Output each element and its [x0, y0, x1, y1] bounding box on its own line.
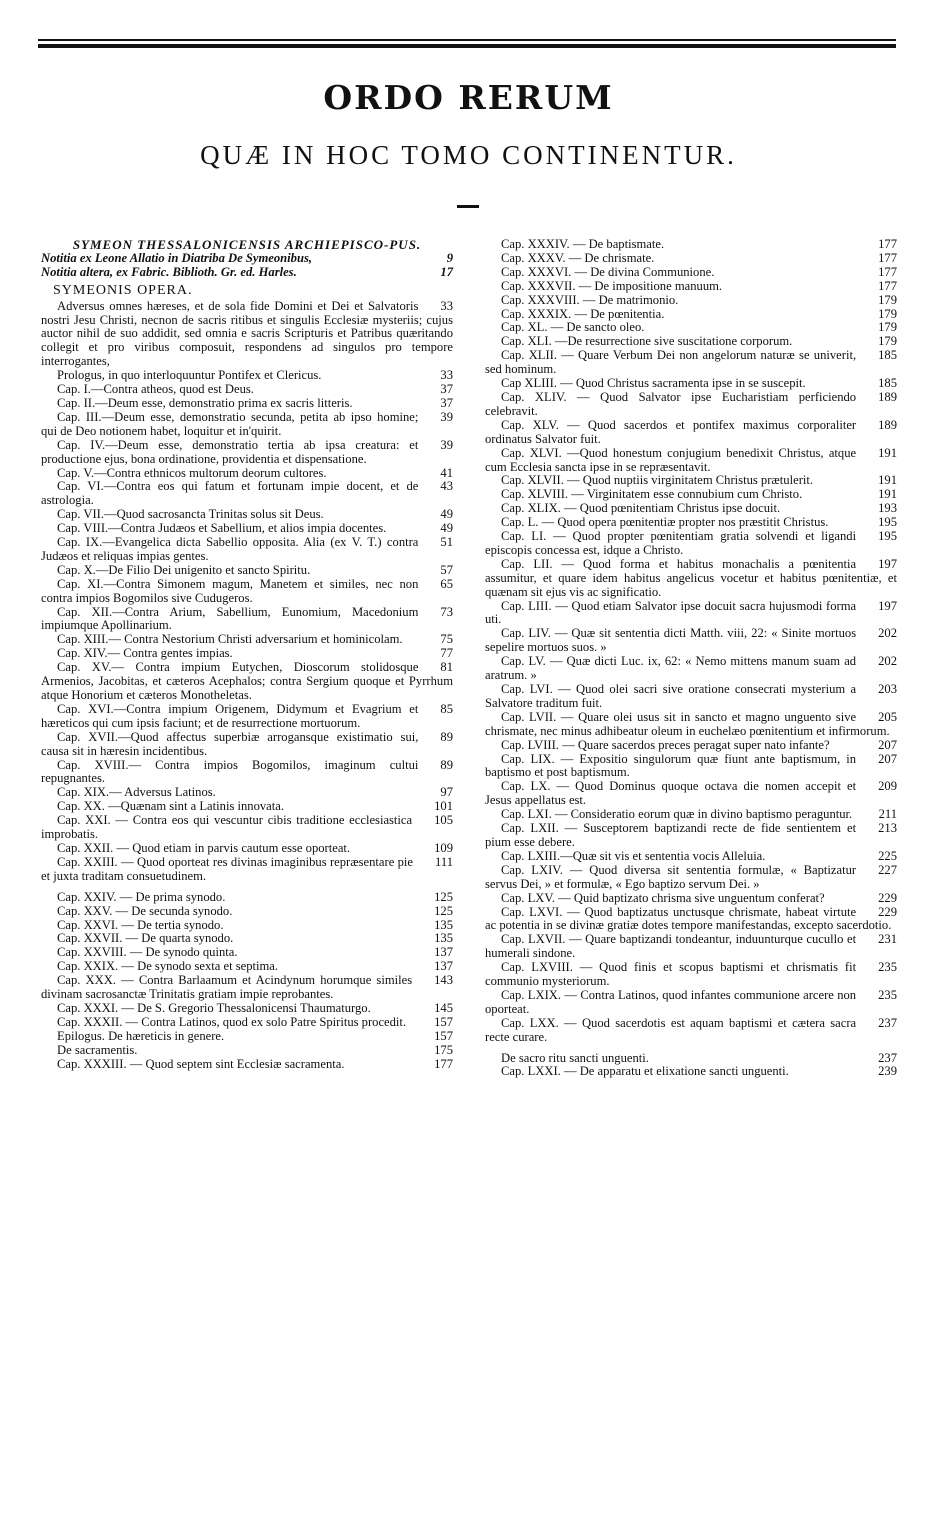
page-number: 213 — [878, 821, 897, 836]
toc-entry — [41, 814, 453, 842]
entry-text: Cap. LIII. — Quod etiam Salvator ipse docuit sacra hujusmodi forma uti. — [485, 598, 857, 627]
toc-entry — [485, 739, 897, 753]
entry-text: Cap. XIII.— Contra Nestorium Christi adversarium et hominicolam. — [57, 632, 403, 647]
toc-entry — [485, 280, 897, 294]
page-number: 77 — [440, 646, 453, 661]
page-number: 143 — [434, 973, 453, 988]
page-number: 227 — [878, 862, 897, 877]
entry-text: Cap. II.—Deum esse, demonstratio prima ex sacris litteris. — [57, 395, 353, 410]
page-number: 89 — [440, 729, 453, 744]
entry-text: Cap. LXXI. — De apparatu et elixatione sancti unguenti. — [501, 1064, 789, 1079]
page-number: 239 — [878, 1064, 897, 1079]
toc-entry — [485, 530, 897, 558]
page-number: 205 — [878, 709, 897, 724]
toc-entry — [41, 1058, 453, 1072]
toc-entry — [485, 808, 897, 822]
toc-entry — [485, 753, 897, 781]
entry-text: Cap. XVI.—Contra impium Origenem, Didymum et Evagrium et hæreticos qui cum ipsis faciunt; et de resurrectione mortuorum. — [41, 701, 419, 730]
page-number: 237 — [878, 1050, 897, 1065]
entry-text: Cap. IX.—Evangelica dicta Sabellio opposita. Alia (ex V. T.) contra Judæos et reliquas impias gentes. — [41, 535, 419, 563]
toc-entry — [485, 780, 897, 808]
toc-entry — [41, 467, 453, 481]
entry-text: Cap. XXVII. — De quarta synodo. — [57, 931, 234, 946]
entry-text: Cap. XLI. —De resurrectione sive suscitatione corporum. — [501, 334, 793, 349]
entry-text: Cap. X.—De Filio Dei unigenito et sancto Spiritu. — [57, 562, 311, 577]
entry-text: SYMEON THESSALONICENSIS ARCHIEPISCO-PUS. — [72, 237, 422, 252]
toc-entry — [485, 989, 897, 1017]
entry-text: Cap. III.—Deum esse, demonstratio secunda, petita ab ipso homine; qui de Deo notionem habet, loquitur et in'quirit. — [41, 409, 419, 438]
page-number: 33 — [440, 298, 453, 313]
entry-text: Cap. XLV. — Quod sacerdos et pontifex maximus corporaliter ordinatus Salvator fuit. — [485, 417, 857, 446]
page-number: 125 — [434, 889, 453, 904]
toc-entry — [485, 308, 897, 322]
entry-text: Cap. XXIX. — De synodo sexta et septima. — [57, 959, 279, 974]
page-number: 235 — [878, 987, 897, 1002]
toc-entry — [41, 252, 453, 266]
page-number: 185 — [878, 376, 897, 391]
entry-text: Cap. LXIV. — Quod diversa sit sententia formulæ, « Baptizatur servus Dei, » et formulæ, « Ego baptizo servum Dei. » — [485, 862, 857, 891]
entry-text: Cap. XLIV. — Quod Salvator ipse Eucharistiam perficiendo celebravit. — [485, 389, 857, 418]
toc-entry — [485, 1052, 897, 1066]
toc-entry — [485, 377, 897, 391]
toc-entry — [41, 1016, 453, 1030]
entry-text: Cap. XXXIX. — De pœnitentia. — [501, 306, 665, 321]
page-number: 135 — [434, 917, 453, 932]
toc-entry — [485, 655, 897, 683]
page-number: 39 — [440, 437, 453, 452]
toc-entry — [485, 906, 897, 934]
toc-entry — [485, 321, 897, 335]
toc-entry — [41, 578, 453, 606]
page-number: 85 — [440, 701, 453, 716]
page-number: 195 — [878, 515, 897, 530]
section-title — [53, 284, 453, 298]
page-number: 193 — [878, 501, 897, 516]
page-title: ORDO RERUM — [323, 78, 614, 117]
page-number: 49 — [440, 507, 453, 522]
page-number: 97 — [440, 785, 453, 800]
toc-entry — [41, 932, 453, 946]
entry-text: Prologus, in quo interloquuntur Pontifex et Clericus. — [57, 368, 322, 383]
page-number: 229 — [878, 904, 897, 919]
toc-entry — [485, 627, 897, 655]
page-number: 231 — [878, 932, 897, 947]
page-number: 81 — [440, 660, 453, 675]
entry-text: Cap. VIII.—Contra Judæos et Sabellium, et alios impia docentes. — [57, 521, 387, 536]
right-column — [485, 238, 897, 1079]
entry-text: Cap. XII.—Contra Arium, Sabellium, Eunomium, Macedonium impiumque Apollinarium. — [41, 604, 419, 633]
entry-text: Cap. XLVIII. — Virginitatem esse connubium cum Christo. — [501, 487, 803, 502]
left-column — [41, 238, 453, 1071]
page-number: 43 — [440, 479, 453, 494]
toc-entry — [485, 516, 897, 530]
entry-text: Cap. LXVIII. — Quod finis et scopus baptismi et chrismatis fit communio mysteriorum. — [485, 960, 857, 989]
page-number: 51 — [440, 535, 453, 550]
page-number: 109 — [434, 840, 453, 855]
entry-text: Cap. XXIV. — De prima synodo. — [57, 889, 226, 904]
entry-text: Cap. VII.—Quod sacrosancta Trinitas solus sit Deus. — [57, 507, 324, 522]
entry-text: Cap. XXXIV. — De baptismate. — [501, 237, 665, 251]
page-number: 191 — [878, 487, 897, 502]
page-number: 185 — [878, 348, 897, 363]
toc-entry — [41, 564, 453, 578]
toc-entry — [485, 419, 897, 447]
entry-text: Cap. LXV. — Quid baptizato chrisma sive unguentum conferat? — [501, 890, 825, 905]
title-separator — [457, 205, 479, 208]
entry-text: Cap. XXX. — Contra Barlaamum et Acindynum horumque similes divinam sacrosanctæ Trinitatis gratiam impie reprobantes. — [41, 973, 413, 1002]
entry-text: Adversus omnes hæreses, et de sola fide Domini et Dei et Salvatoris nostri Jesu Christi, necnon de sacris ritibus et singulis Ecclesiæ mysteriis; cujus auctor nihil de suo addidit, sed omnia e sacris Scripturis et Patribus quæritando collegit et pro viribus composuit, respondens ad singulos pro tempore interrogantes, — [41, 298, 453, 369]
page-number: 111 — [435, 854, 453, 869]
toc-entry — [41, 1030, 453, 1044]
page-number: 137 — [434, 945, 453, 960]
page-number: 101 — [434, 799, 453, 814]
entry-text: Cap. VI.—Contra eos qui fatum et fortunam impie docent, et de astrologia. — [41, 479, 419, 508]
page-number: 57 — [440, 562, 453, 577]
entry-text: Cap. XXI. — Contra eos qui vescuntur cibis traditione ecclesiastica improbatis. — [41, 813, 413, 842]
page-number: 197 — [878, 598, 897, 613]
toc-entry — [41, 606, 453, 634]
page-number: 179 — [878, 306, 897, 321]
page-number: 157 — [434, 1028, 453, 1043]
page-number: 211 — [878, 807, 897, 822]
section-heading — [41, 238, 453, 252]
entry-text: Cap. XXXVII. — De impositione manuum. — [501, 278, 723, 293]
page-subtitle: QUÆ IN HOC TOMO CONTINENTUR. — [200, 140, 737, 170]
entry-text: Cap. XXXI. — De S. Gregorio Thessalonicensi Thaumaturgo. — [57, 1000, 371, 1015]
page-number: 39 — [440, 409, 453, 424]
page-number: 145 — [434, 1000, 453, 1015]
toc-entry — [41, 891, 453, 905]
page-number: 225 — [878, 848, 897, 863]
entry-text: Cap. LXX. — Quod sacerdotis est aquam baptismi et cætera sacra recte curare. — [485, 1015, 857, 1044]
page-number: 177 — [878, 278, 897, 293]
entry-text: Cap. XLII. — Quare Verbum Dei non angelorum naturæ se univerit, sed hominum. — [485, 348, 857, 377]
toc-entry — [41, 536, 453, 564]
toc-entry — [485, 850, 897, 864]
entry-text: Cap. LVII. — Quare olei usus sit in sancto et magno unguento sive chrismate, nec minus adhibeatur oleum in euchelæo pœnitentium et infirmorum. — [485, 709, 890, 738]
page-number: 137 — [434, 959, 453, 974]
page-number: 202 — [878, 654, 897, 669]
entry-text: Cap. L. — Quod opera pœnitentiæ propter nos præstitit Christus. — [501, 515, 829, 530]
toc-entry — [485, 252, 897, 266]
page-number: 37 — [440, 382, 453, 397]
toc-entry — [485, 447, 897, 475]
toc-entry — [485, 961, 897, 989]
entry-text: Cap. XX. —Quænam sint a Latinis innovata. — [57, 799, 285, 814]
toc-entry — [41, 439, 453, 467]
entry-text: Cap. XXVI. — De tertia synodo. — [57, 917, 224, 932]
page-number: 17 — [440, 264, 453, 279]
toc-entry — [485, 474, 897, 488]
toc-entry — [485, 391, 897, 419]
toc-entry — [41, 522, 453, 536]
toc-entry — [41, 856, 453, 884]
toc-entry — [485, 600, 897, 628]
entry-text: Epilogus. De hæreticis in genere. — [57, 1028, 225, 1043]
entry-text: Cap. I.—Contra atheos, quod est Deus. — [57, 382, 254, 397]
entry-text: Notitia altera, ex Fabric. Biblioth. Gr. ed. Harles. — [41, 264, 297, 279]
page-number: 229 — [878, 890, 897, 905]
entry-text: SYMEONIS OPERA. — [53, 282, 193, 298]
page-number: 9 — [446, 250, 453, 265]
page-number: 191 — [878, 445, 897, 460]
toc-entry — [41, 633, 453, 647]
toc-entry — [485, 864, 897, 892]
entry-text: Cap. V.—Contra ethnicos multorum deorum cultores. — [57, 465, 327, 480]
entry-text: Cap. XXII. — Quod etiam in parvis cautum esse oporteat. — [57, 840, 351, 855]
entry-text: Cap. XXVIII. — De synodo quinta. — [57, 945, 238, 960]
entry-text: Cap. LI. — Quod propter pœnitentiam gratia solvendi et ligandi episcopis concessa est, idque a Christo. — [485, 529, 857, 557]
toc-entry — [41, 661, 453, 703]
toc-entry — [41, 919, 453, 933]
entry-text: Cap. LXII. — Susceptorem baptizandi recte de fide sentientem et pium esse debere. — [485, 821, 857, 849]
entry-text: Notitia ex Leone Allatio in Diatriba De Symeonibus, — [41, 250, 313, 265]
entry-text: Cap. LV. — Quæ dicti Luc. ix, 62: « Nemo mittens manum suam ad aratrum. » — [485, 654, 857, 683]
toc-entry — [485, 711, 897, 739]
entry-text: Cap. LXVI. — Quod baptizatus unctusque chrismate, habeat virtute ac potentia in se divinæ gratiæ dotes tempore manifestandas, excepto sacerdotio. — [485, 904, 892, 933]
toc-entry — [485, 488, 897, 502]
toc-entry — [485, 335, 897, 349]
page-number: 177 — [878, 250, 897, 265]
page-number: 237 — [878, 1015, 897, 1030]
toc-entry — [41, 300, 453, 370]
page-number: 49 — [440, 521, 453, 536]
entry-text: De sacro ritu sancti unguenti. — [501, 1050, 649, 1065]
page-number: 189 — [878, 389, 897, 404]
page-number: 177 — [878, 264, 897, 279]
page-number: 189 — [878, 417, 897, 432]
page-number: 179 — [878, 320, 897, 335]
toc-entry — [41, 786, 453, 800]
entry-text: Cap. XXXIII. — Quod septem sint Ecclesiæ sacramenta. — [57, 1056, 345, 1071]
toc-entry — [41, 411, 453, 439]
entry-text: Cap. LVIII. — Quare sacerdos preces peragat super nato infante? — [501, 737, 830, 752]
entry-text: Cap. LII. — Quod forma et habitus monachalis a pœnitentia assumitur, et quare idem habitus angelicus vocetur et habitus pœnitentiæ, et quænam sit ejus vis ac significatio. — [485, 556, 897, 599]
toc-entry — [41, 974, 453, 1002]
entry-text: Cap. IV.—Deum esse, demonstratio tertia ab ipsa creatura: et productione ejus, bona ordinatione, providentia et dispensatione. — [41, 437, 419, 466]
page-number: 207 — [878, 737, 897, 752]
toc-entry — [485, 1065, 897, 1079]
entry-text: Cap. XXXII. — Contra Latinos, quod ex solo Patre Spiritus procedit. — [57, 1014, 407, 1029]
entry-text: Cap. XLVI. —Quod honestum conjugium benedixit Christus, atque cum Ecclesia sancta ipse in se repræsentavit. — [485, 445, 857, 474]
entry-text: Cap. XXV. — De secunda synodo. — [57, 903, 233, 918]
page-number: 175 — [434, 1042, 453, 1057]
page-number: 33 — [440, 368, 453, 383]
entry-text: Cap. XXXVIII. — De matrimonio. — [501, 292, 679, 307]
toc-entry — [41, 946, 453, 960]
toc-entry — [41, 266, 453, 280]
toc-entry — [485, 502, 897, 516]
page-number: 191 — [878, 473, 897, 488]
entry-text: Cap. LIX. — Expositio singulorum quæ fiunt ante baptismum, in baptismo et post baptismum. — [485, 751, 857, 780]
entry-text: Cap. XVII.—Quod affectus superbiæ arrogansque existimatio sui, causa sit in hæresin incidentibus. — [41, 729, 419, 758]
page-number: 157 — [434, 1014, 453, 1029]
page-number: 209 — [878, 779, 897, 794]
top-double-rule — [38, 39, 896, 49]
entry-text: Cap. XVIII.— Contra impios Bogomilos, imaginum cultui repugnantes. — [41, 757, 419, 786]
toc-entry — [41, 905, 453, 919]
toc-entry — [485, 238, 897, 252]
page-number: 125 — [434, 903, 453, 918]
toc-entry — [485, 933, 897, 961]
toc-entry — [41, 480, 453, 508]
toc-entry — [485, 266, 897, 280]
page-number: 177 — [434, 1056, 453, 1071]
page-number: 105 — [434, 813, 453, 828]
entry-text: Cap. LIV. — Quæ sit sententia dicti Matth. viii, 22: « Sinite mortuos sepelire mortuos suos. » — [485, 626, 857, 655]
entry-text: Cap. XXIII. — Quod oporteat res divinas imaginibus repræsentare pie et juxta traditam consuetudinem. — [41, 854, 414, 883]
entry-text: Cap. XIX.— Adversus Latinos. — [57, 785, 216, 800]
toc-entry — [41, 703, 453, 731]
page-number: 207 — [878, 751, 897, 766]
toc-entry — [41, 842, 453, 856]
toc-entry — [485, 558, 897, 600]
entry-text: Cap. XLIX. — Quod pœnitentiam Christus ipse docuit. — [501, 501, 781, 516]
page-number: 177 — [878, 237, 897, 251]
page-number: 41 — [440, 465, 453, 480]
toc-entry — [41, 383, 453, 397]
page-number: 235 — [878, 960, 897, 975]
toc-entry — [41, 508, 453, 522]
page-number: 179 — [878, 292, 897, 307]
entry-text: Cap. LVI. — Quod olei sacri sive oratione consecrati mysterium a Salvatore traditum fuit. — [485, 682, 857, 710]
toc-entry — [485, 349, 897, 377]
entry-text: Cap. XXXV. — De chrismate. — [501, 250, 655, 265]
page-number: 179 — [878, 334, 897, 349]
page-number: 202 — [878, 626, 897, 641]
entry-text: Cap. XI.—Contra Simonem magum, Manetem et similes, nec non contra impios Bogomilos sive Cudugeros. — [41, 576, 419, 605]
page-number: 75 — [440, 632, 453, 647]
entry-text: Cap. XLVII. — Quod nuptiis virginitatem Christus prætulerit. — [501, 473, 814, 488]
toc-entry — [41, 369, 453, 383]
entry-text: Cap. LXI. — Consideratio eorum quæ in divino baptismo peraguntur. — [501, 807, 853, 822]
toc-entry — [41, 759, 453, 787]
entry-text: De sacramentis. — [57, 1042, 138, 1057]
toc-entry — [485, 892, 897, 906]
toc-entry — [41, 397, 453, 411]
entry-text: Cap XLIII. — Quod Christus sacramenta ipse in se suscepit. — [501, 376, 806, 391]
entry-text: Cap. XL. — De sancto oleo. — [501, 320, 645, 335]
toc-entry — [41, 960, 453, 974]
page-number: 73 — [440, 604, 453, 619]
toc-entry — [41, 800, 453, 814]
entry-text: Cap. LXIX. — Contra Latinos, quod infantes communione arcere non oporteat. — [485, 987, 857, 1016]
page-number: 89 — [440, 757, 453, 772]
entry-text: Cap. XXXVI. — De divina Communione. — [501, 264, 715, 279]
toc-entry — [41, 1044, 453, 1058]
page-number: 65 — [440, 576, 453, 591]
entry-text: Cap. LXVII. — Quare baptizandi tondeantur, induunturque cucullo et humerali sindone. — [485, 932, 857, 961]
page-number: 135 — [434, 931, 453, 946]
entry-text: Cap. XIV.— Contra gentes impias. — [57, 646, 233, 661]
toc-entry — [41, 647, 453, 661]
entry-text: Cap. XV.— Contra impium Eutychen, Dioscorum stolidosque Armenios, Jacobitas, et cæteros Acephalos; contra Sergium quoque et Pyrrhum atque Honorium et cæteros Monotheletas. — [41, 660, 453, 702]
toc-entry — [41, 731, 453, 759]
entry-text: Cap. LXIII.—Quæ sit vis et sententia vocis Alleluia. — [501, 848, 766, 863]
toc-entry — [485, 683, 897, 711]
page-number: 203 — [878, 682, 897, 696]
entry-text: Cap. LX. — Quod Dominus quoque octava die nomen accepit et Jesus appellatus est. — [485, 779, 857, 808]
page-number: 37 — [440, 395, 453, 410]
toc-entry — [485, 822, 897, 850]
page-number: 197 — [878, 556, 897, 571]
toc-entry — [41, 1002, 453, 1016]
page-number: 195 — [878, 529, 897, 544]
toc-entry — [485, 294, 897, 308]
toc-entry — [485, 1017, 897, 1045]
